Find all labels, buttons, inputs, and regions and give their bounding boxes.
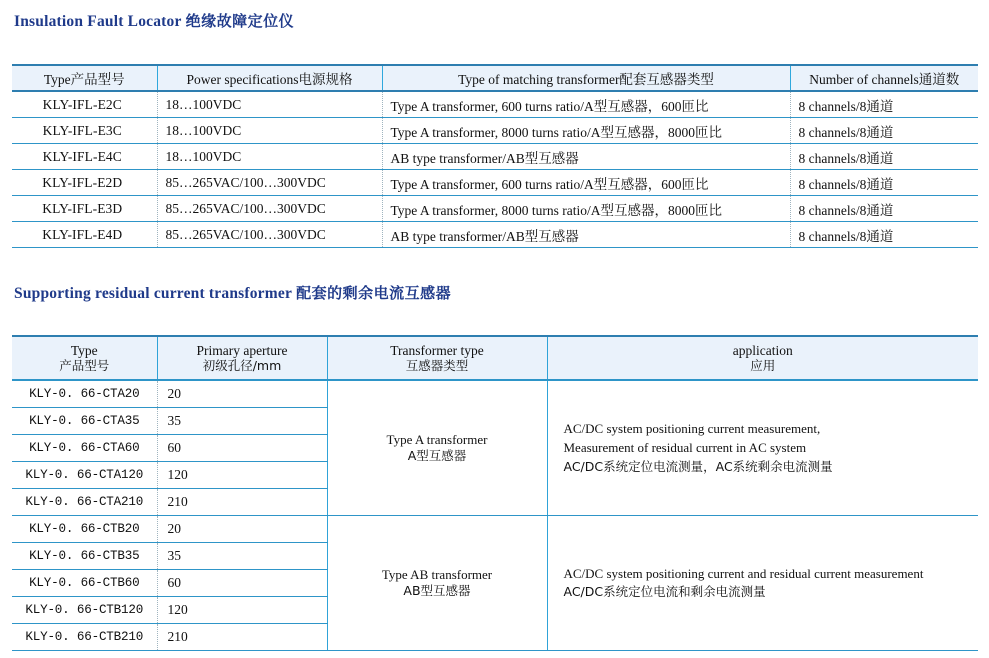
table-header-row xyxy=(12,65,978,91)
cell-power: 85…265VAC/100…300VDC xyxy=(157,196,382,222)
cell-channels: 8 channels/8通道 xyxy=(790,222,978,248)
cell-type: KLY-0. 66-CTA120 xyxy=(12,462,157,489)
cell-matching-transformer: Type A transformer, 8000 turns ratio/A型互感器，8000匝比 xyxy=(382,196,790,222)
cell-application-group-ab xyxy=(547,516,978,651)
cell-channels: 8 channels/8通道 xyxy=(790,91,978,118)
cell-type: KLY-0. 66-CTA60 xyxy=(12,435,157,462)
column-header-primary-aperture xyxy=(157,336,327,380)
cell-aperture: 20 xyxy=(157,516,327,543)
column-header-transformer-type xyxy=(327,336,547,380)
cell-type: KLY-IFL-E4D xyxy=(12,222,157,248)
cell-type: KLY-0. 66-CTB60 xyxy=(12,570,157,597)
section2-title-english: Supporting residual current transformer xyxy=(14,285,293,302)
cell-matching-transformer: AB type transformer/AB型互感器 xyxy=(382,144,790,170)
cell-channels: 8 channels/8通道 xyxy=(790,170,978,196)
cell-type: KLY-0. 66-CTA210 xyxy=(12,489,157,516)
cell-type: KLY-IFL-E4C xyxy=(12,144,157,170)
cell-matching-transformer: Type A transformer, 600 turns ratio/A型互感器，600匝比 xyxy=(382,91,790,118)
cell-aperture: 60 xyxy=(157,435,327,462)
cell-type: KLY-0. 66-CTA35 xyxy=(12,408,157,435)
cell-application-group-a xyxy=(547,380,978,516)
column-header-transformer-en: Transformer type xyxy=(390,343,484,359)
cell-type: KLY-IFL-E2C xyxy=(12,91,157,118)
column-header-aperture-en: Primary aperture xyxy=(196,343,288,359)
table-header-row xyxy=(12,336,978,380)
cell-power: 85…265VAC/100…300VDC xyxy=(157,222,382,248)
application-line: Measurement of residual current in AC system xyxy=(563,439,807,455)
column-header-matching-transformer: Type of matching transformer配套互感器类型 xyxy=(382,65,790,91)
insulation-fault-locator-table xyxy=(12,64,978,248)
cell-aperture: 120 xyxy=(157,462,327,489)
cell-aperture: 210 xyxy=(157,489,327,516)
cell-matching-transformer: Type A transformer, 600 turns ratio/A型互感器，600匝比 xyxy=(382,170,790,196)
cell-transformer-type-group-ab xyxy=(327,516,547,651)
cell-transformer-type-group-a xyxy=(327,380,547,516)
column-header-application-cn: 应用 xyxy=(750,357,776,373)
residual-current-transformer-table xyxy=(12,335,978,651)
transformer-type-cn: AB型互感器 xyxy=(403,583,471,599)
cell-matching-transformer: Type A transformer, 8000 turns ratio/A型互感器，8000匝比 xyxy=(382,118,790,144)
cell-type: KLY-0. 66-CTB20 xyxy=(12,516,157,543)
cell-type: KLY-IFL-E3C xyxy=(12,118,157,144)
transformer-type-en: Type A transformer xyxy=(386,431,488,447)
cell-matching-transformer: AB type transformer/AB型互感器 xyxy=(382,222,790,248)
column-header-aperture-cn: 初级孔径/mm xyxy=(202,357,282,373)
column-header-application-en: application xyxy=(732,343,793,359)
column-header-type: Type产品型号 xyxy=(12,65,157,91)
application-line: AC/DC系统定位电流测量，AC系统剩余电流测量 xyxy=(563,458,833,474)
cell-type: KLY-IFL-E3D xyxy=(12,196,157,222)
cell-type: KLY-0. 66-CTB35 xyxy=(12,543,157,570)
table-row xyxy=(12,516,978,543)
cell-power: 18…100VDC xyxy=(157,144,382,170)
column-header-type-en: Type xyxy=(70,343,98,359)
cell-power: 18…100VDC xyxy=(157,91,382,118)
column-header-power-specifications: Power specifications电源规格 xyxy=(157,65,382,91)
column-header-type xyxy=(12,336,157,380)
table-row xyxy=(12,170,978,196)
cell-aperture: 20 xyxy=(157,380,327,408)
application-line: AC/DC system positioning current measurement, xyxy=(563,421,821,437)
cell-type: KLY-0. 66-CTB210 xyxy=(12,624,157,651)
column-header-application xyxy=(547,336,978,380)
section2-title-chinese: 配套的剩余电流互感器 xyxy=(296,284,452,302)
table-row xyxy=(12,118,978,144)
transformer-type-en: Type AB transformer xyxy=(381,566,493,582)
cell-power: 18…100VDC xyxy=(157,118,382,144)
cell-channels: 8 channels/8通道 xyxy=(790,196,978,222)
cell-type: KLY-0. 66-CTB120 xyxy=(12,597,157,624)
page-title-chinese: 绝缘故障定位仪 xyxy=(185,12,295,30)
column-header-type-cn: 产品型号 xyxy=(59,357,110,373)
cell-aperture: 35 xyxy=(157,543,327,570)
application-line: AC/DC系统定位电流和剩余电流测量 xyxy=(563,584,766,600)
cell-type: KLY-0. 66-CTA20 xyxy=(12,380,157,408)
cell-aperture: 35 xyxy=(157,408,327,435)
cell-power: 85…265VAC/100…300VDC xyxy=(157,170,382,196)
cell-aperture: 60 xyxy=(157,570,327,597)
column-header-transformer-cn: 互感器类型 xyxy=(405,357,469,373)
table-row xyxy=(12,196,978,222)
page-title-supporting-residual-current-transformer xyxy=(14,282,451,303)
table-row xyxy=(12,222,978,248)
table-row xyxy=(12,144,978,170)
cell-type: KLY-IFL-E2D xyxy=(12,170,157,196)
page-title-insulation-fault-locator xyxy=(14,10,294,31)
page-title-english: Insulation Fault Locator xyxy=(14,13,182,30)
cell-aperture: 210 xyxy=(157,624,327,651)
table-row xyxy=(12,380,978,408)
column-header-number-of-channels: Number of channels通道数 xyxy=(790,65,978,91)
table-row xyxy=(12,91,978,118)
application-line: AC/DC system positioning current and residual current measurement xyxy=(563,565,924,581)
transformer-type-cn: A型互感器 xyxy=(407,448,467,464)
cell-channels: 8 channels/8通道 xyxy=(790,118,978,144)
cell-aperture: 120 xyxy=(157,597,327,624)
cell-channels: 8 channels/8通道 xyxy=(790,144,978,170)
